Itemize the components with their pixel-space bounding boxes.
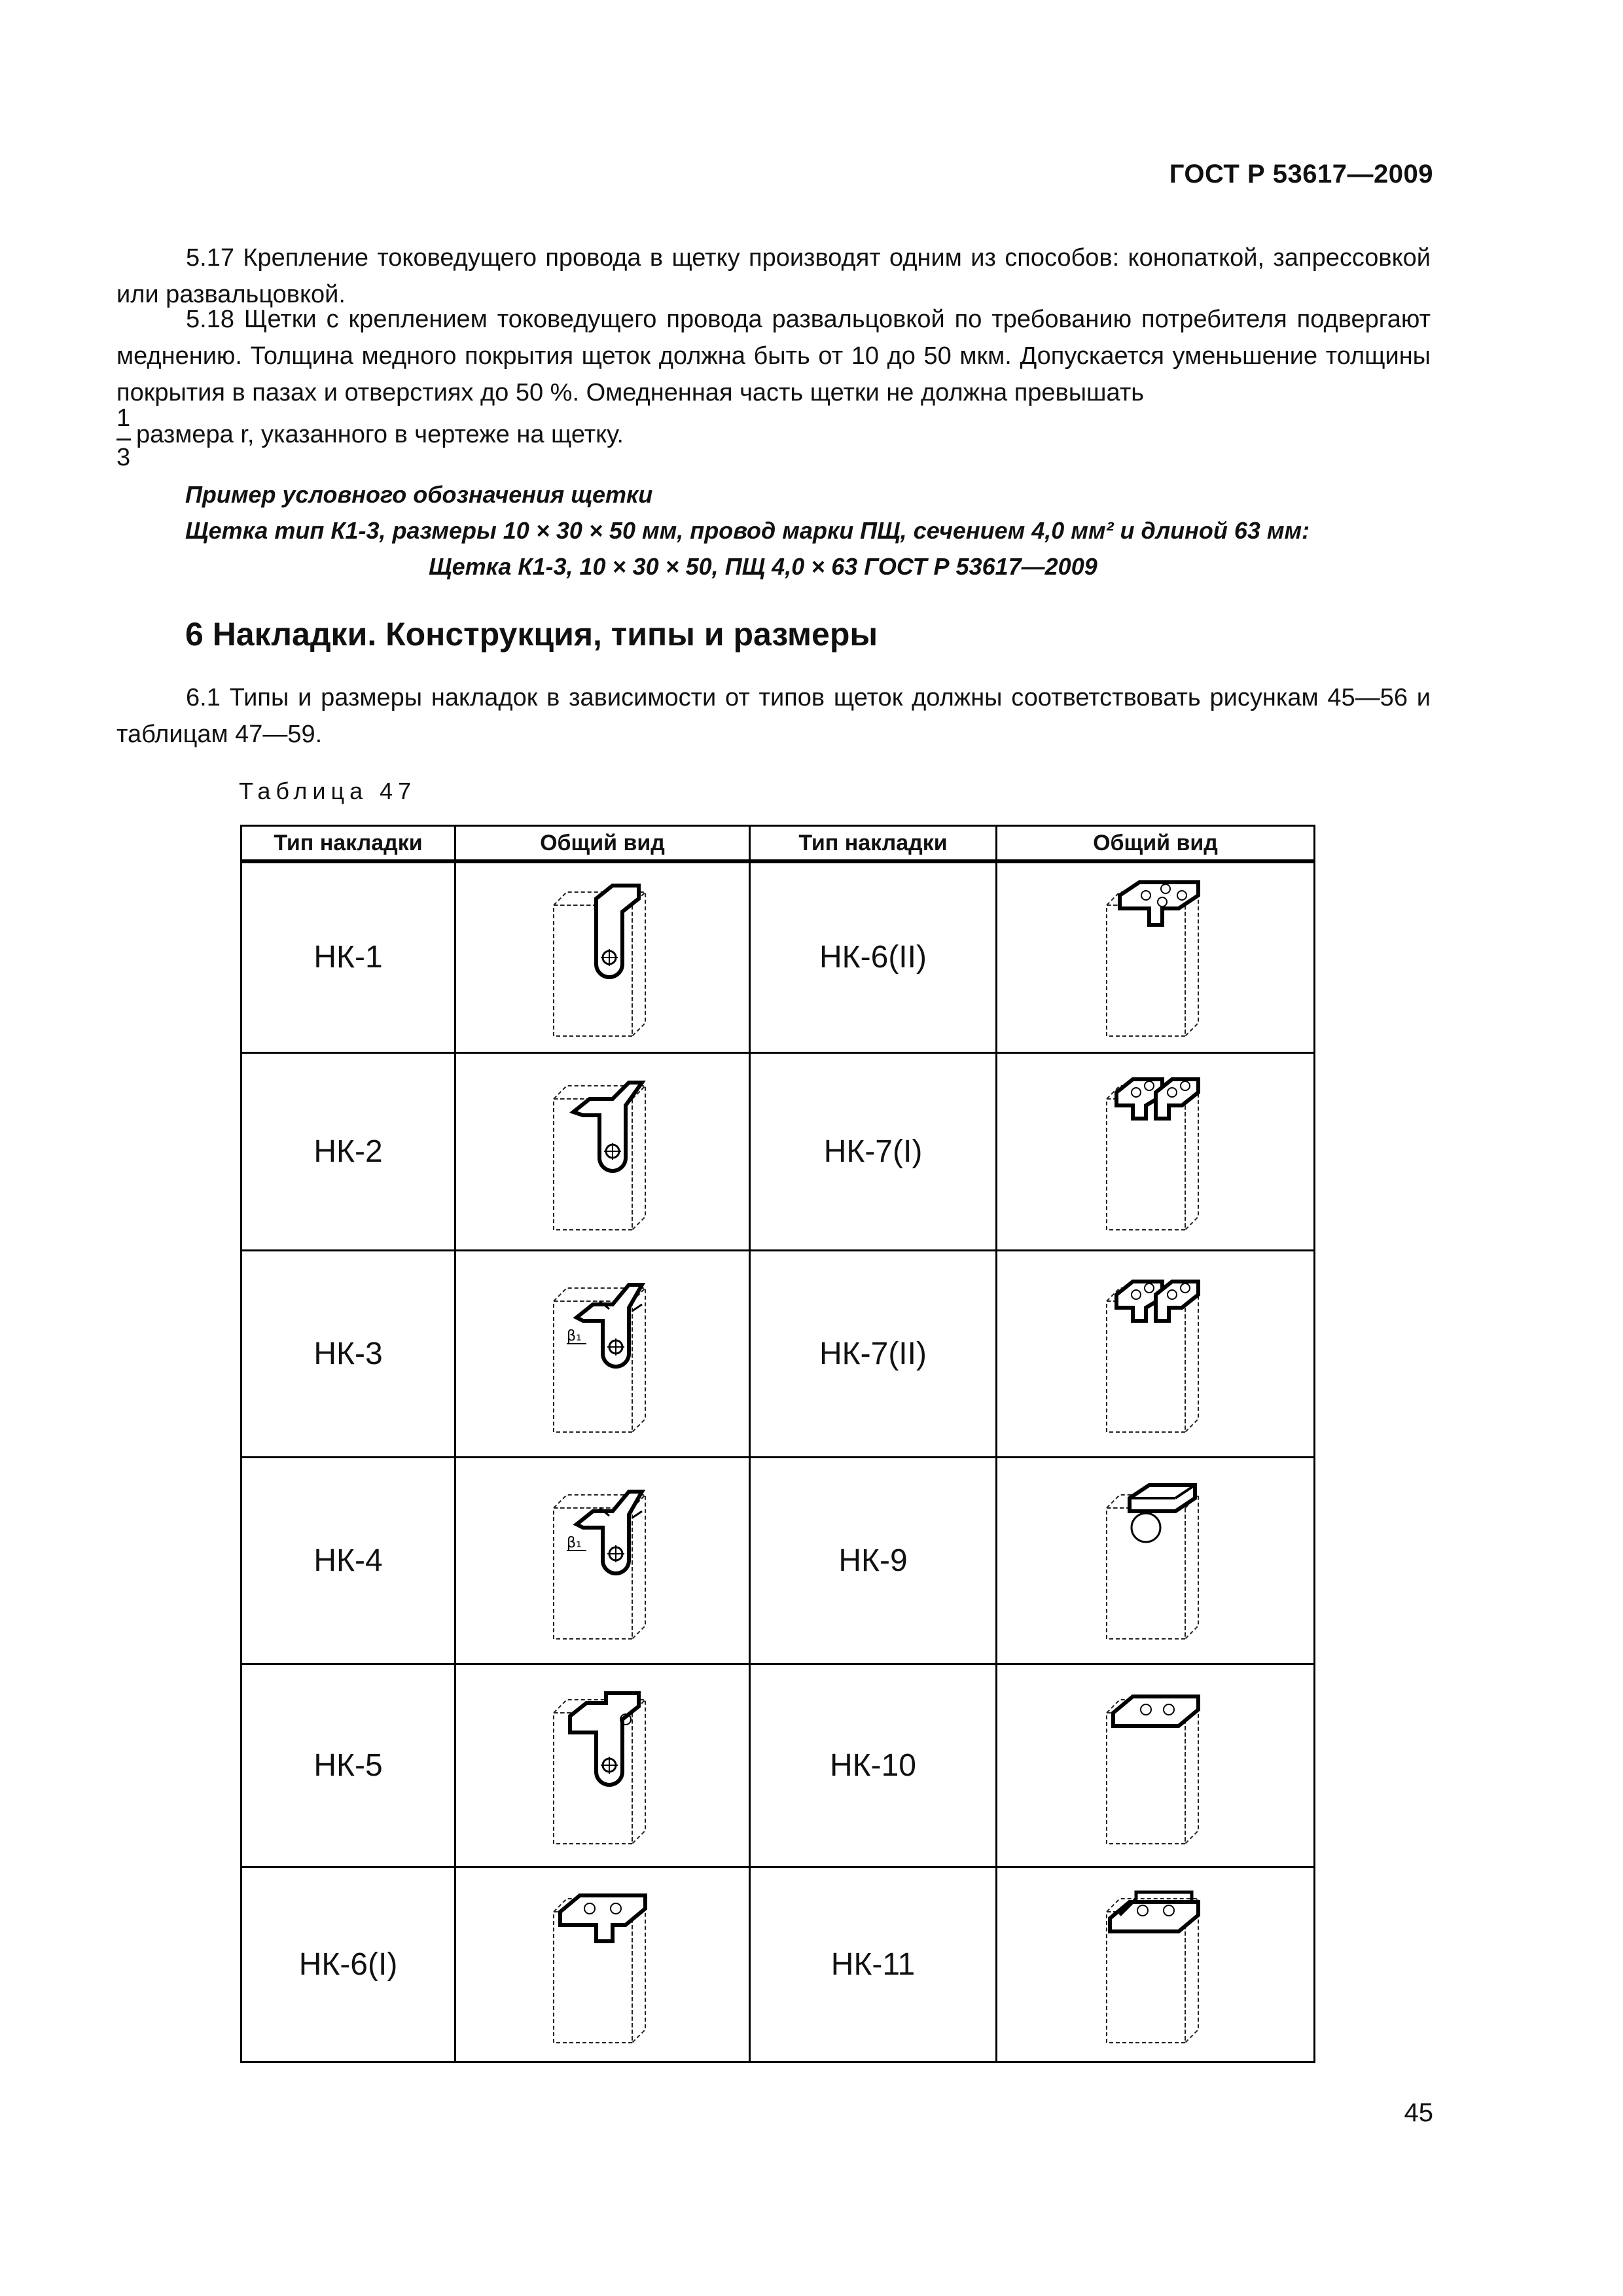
table-47 bbox=[240, 825, 1315, 2063]
two-hole-plate-icon bbox=[1094, 1680, 1218, 1850]
paragraph-5-18-text: 5.18 Щетки с креплением токоведущего провода развальцовкой по требованию потребителя подвергают меднению. Толщина медного покрытия щеток должна быть от 10 до 50 мкм. Допускается уменьшение толщины покрытия в пазах и отверстиях до 50 %. Омедненная часть щетки не должна превышать bbox=[116, 306, 1431, 406]
fraction-numerator: 1 bbox=[116, 404, 131, 432]
view-cell bbox=[455, 1664, 750, 1867]
type-cell: НК-6(I) bbox=[241, 1867, 455, 2062]
raised-plate-icon bbox=[1094, 1879, 1218, 2049]
table-header-row bbox=[241, 826, 1315, 862]
view-cell bbox=[455, 1457, 750, 1664]
bent-hook-plate-icon bbox=[547, 1066, 658, 1236]
page-number: 45 bbox=[1404, 2098, 1433, 2127]
col-header-type-2: Тип накладки bbox=[750, 826, 997, 862]
view-cell bbox=[997, 861, 1315, 1052]
view-cell bbox=[997, 1250, 1315, 1457]
angled-hook-plate-icon bbox=[547, 1268, 658, 1439]
example-line-2: Щетка К1-3, 10 × 30 × 50, ПЩ 4,0 × 63 ГОСТ Р 53617—2009 bbox=[429, 553, 1097, 580]
table-row bbox=[241, 1867, 1315, 2062]
paragraph-5-17-text: 5.17 Крепление токоведущего провода в щетку производят одним из способов: конопаткой, запрессовкой или развальцовкой. bbox=[116, 244, 1431, 308]
example-heading: Пример условного обозначения щетки bbox=[185, 481, 653, 508]
view-cell bbox=[997, 1664, 1315, 1867]
type-cell: НК-1 bbox=[241, 861, 455, 1052]
type-cell: НК-6(II) bbox=[750, 861, 997, 1052]
section-title: 6 Накладки. Конструкция, типы и размеры bbox=[185, 616, 878, 653]
col-header-view-1: Общий вид bbox=[455, 826, 750, 862]
table-row bbox=[241, 1052, 1315, 1250]
type-cell: НК-3 bbox=[241, 1250, 455, 1457]
view-cell bbox=[997, 1052, 1315, 1250]
view-cell bbox=[455, 1250, 750, 1457]
paragraph-6-1 bbox=[116, 679, 1431, 753]
paragraph-5-18 bbox=[116, 301, 1431, 411]
fraction-rest-text: размера r, указанного в чертеже на щетку. bbox=[136, 421, 624, 448]
four-hole-plate-icon bbox=[1094, 872, 1218, 1043]
double-plate-icon bbox=[1094, 1066, 1218, 1236]
view-cell bbox=[997, 1867, 1315, 2062]
block-plate-icon bbox=[1094, 1475, 1218, 1645]
fraction-denominator: 3 bbox=[116, 444, 131, 471]
view-cell bbox=[455, 1052, 750, 1250]
type-cell: НК-10 bbox=[750, 1664, 997, 1867]
side-bracket-icon bbox=[547, 1680, 658, 1850]
col-header-view-2: Общий вид bbox=[997, 826, 1315, 862]
table-caption: Таблица 47 bbox=[239, 778, 417, 804]
paragraph-6-1-text: 6.1 Типы и размеры накладок в зависимости от типов щеток должны соответствовать рисункам 45—56 и таблицам 47—59. bbox=[116, 684, 1431, 748]
view-cell bbox=[455, 1867, 750, 2062]
tab-plate-icon bbox=[541, 1879, 665, 2049]
beta-label: β₁ bbox=[566, 1328, 582, 1344]
fraction-bar bbox=[116, 439, 131, 440]
table-row bbox=[241, 861, 1315, 1052]
table-row bbox=[241, 1664, 1315, 1867]
beta-label: β₁ bbox=[566, 1535, 582, 1551]
view-cell bbox=[455, 861, 750, 1052]
type-cell: НК-5 bbox=[241, 1664, 455, 1867]
type-cell: НК-11 bbox=[750, 1867, 997, 2062]
col-header-type-1: Тип накладки bbox=[241, 826, 455, 862]
document-header: ГОСТ Р 53617—2009 bbox=[1169, 160, 1433, 188]
hook-plate-icon bbox=[547, 872, 658, 1043]
type-cell: НК-4 bbox=[241, 1457, 455, 1664]
double-plate-icon bbox=[1094, 1268, 1218, 1439]
view-cell bbox=[997, 1457, 1315, 1664]
type-cell: НК-7(II) bbox=[750, 1250, 997, 1457]
example-line-1: Щетка тип К1-3, размеры 10 × 30 × 50 мм, провод марки ПЩ, сечением 4,0 мм² и длиной 63 мм: bbox=[185, 517, 1310, 544]
type-cell: НК-7(I) bbox=[750, 1052, 997, 1250]
table-row bbox=[241, 1457, 1315, 1664]
table-row bbox=[241, 1250, 1315, 1457]
type-cell: НК-2 bbox=[241, 1052, 455, 1250]
angled-hook-plate-icon bbox=[547, 1475, 658, 1645]
type-cell: НК-9 bbox=[750, 1457, 997, 1664]
